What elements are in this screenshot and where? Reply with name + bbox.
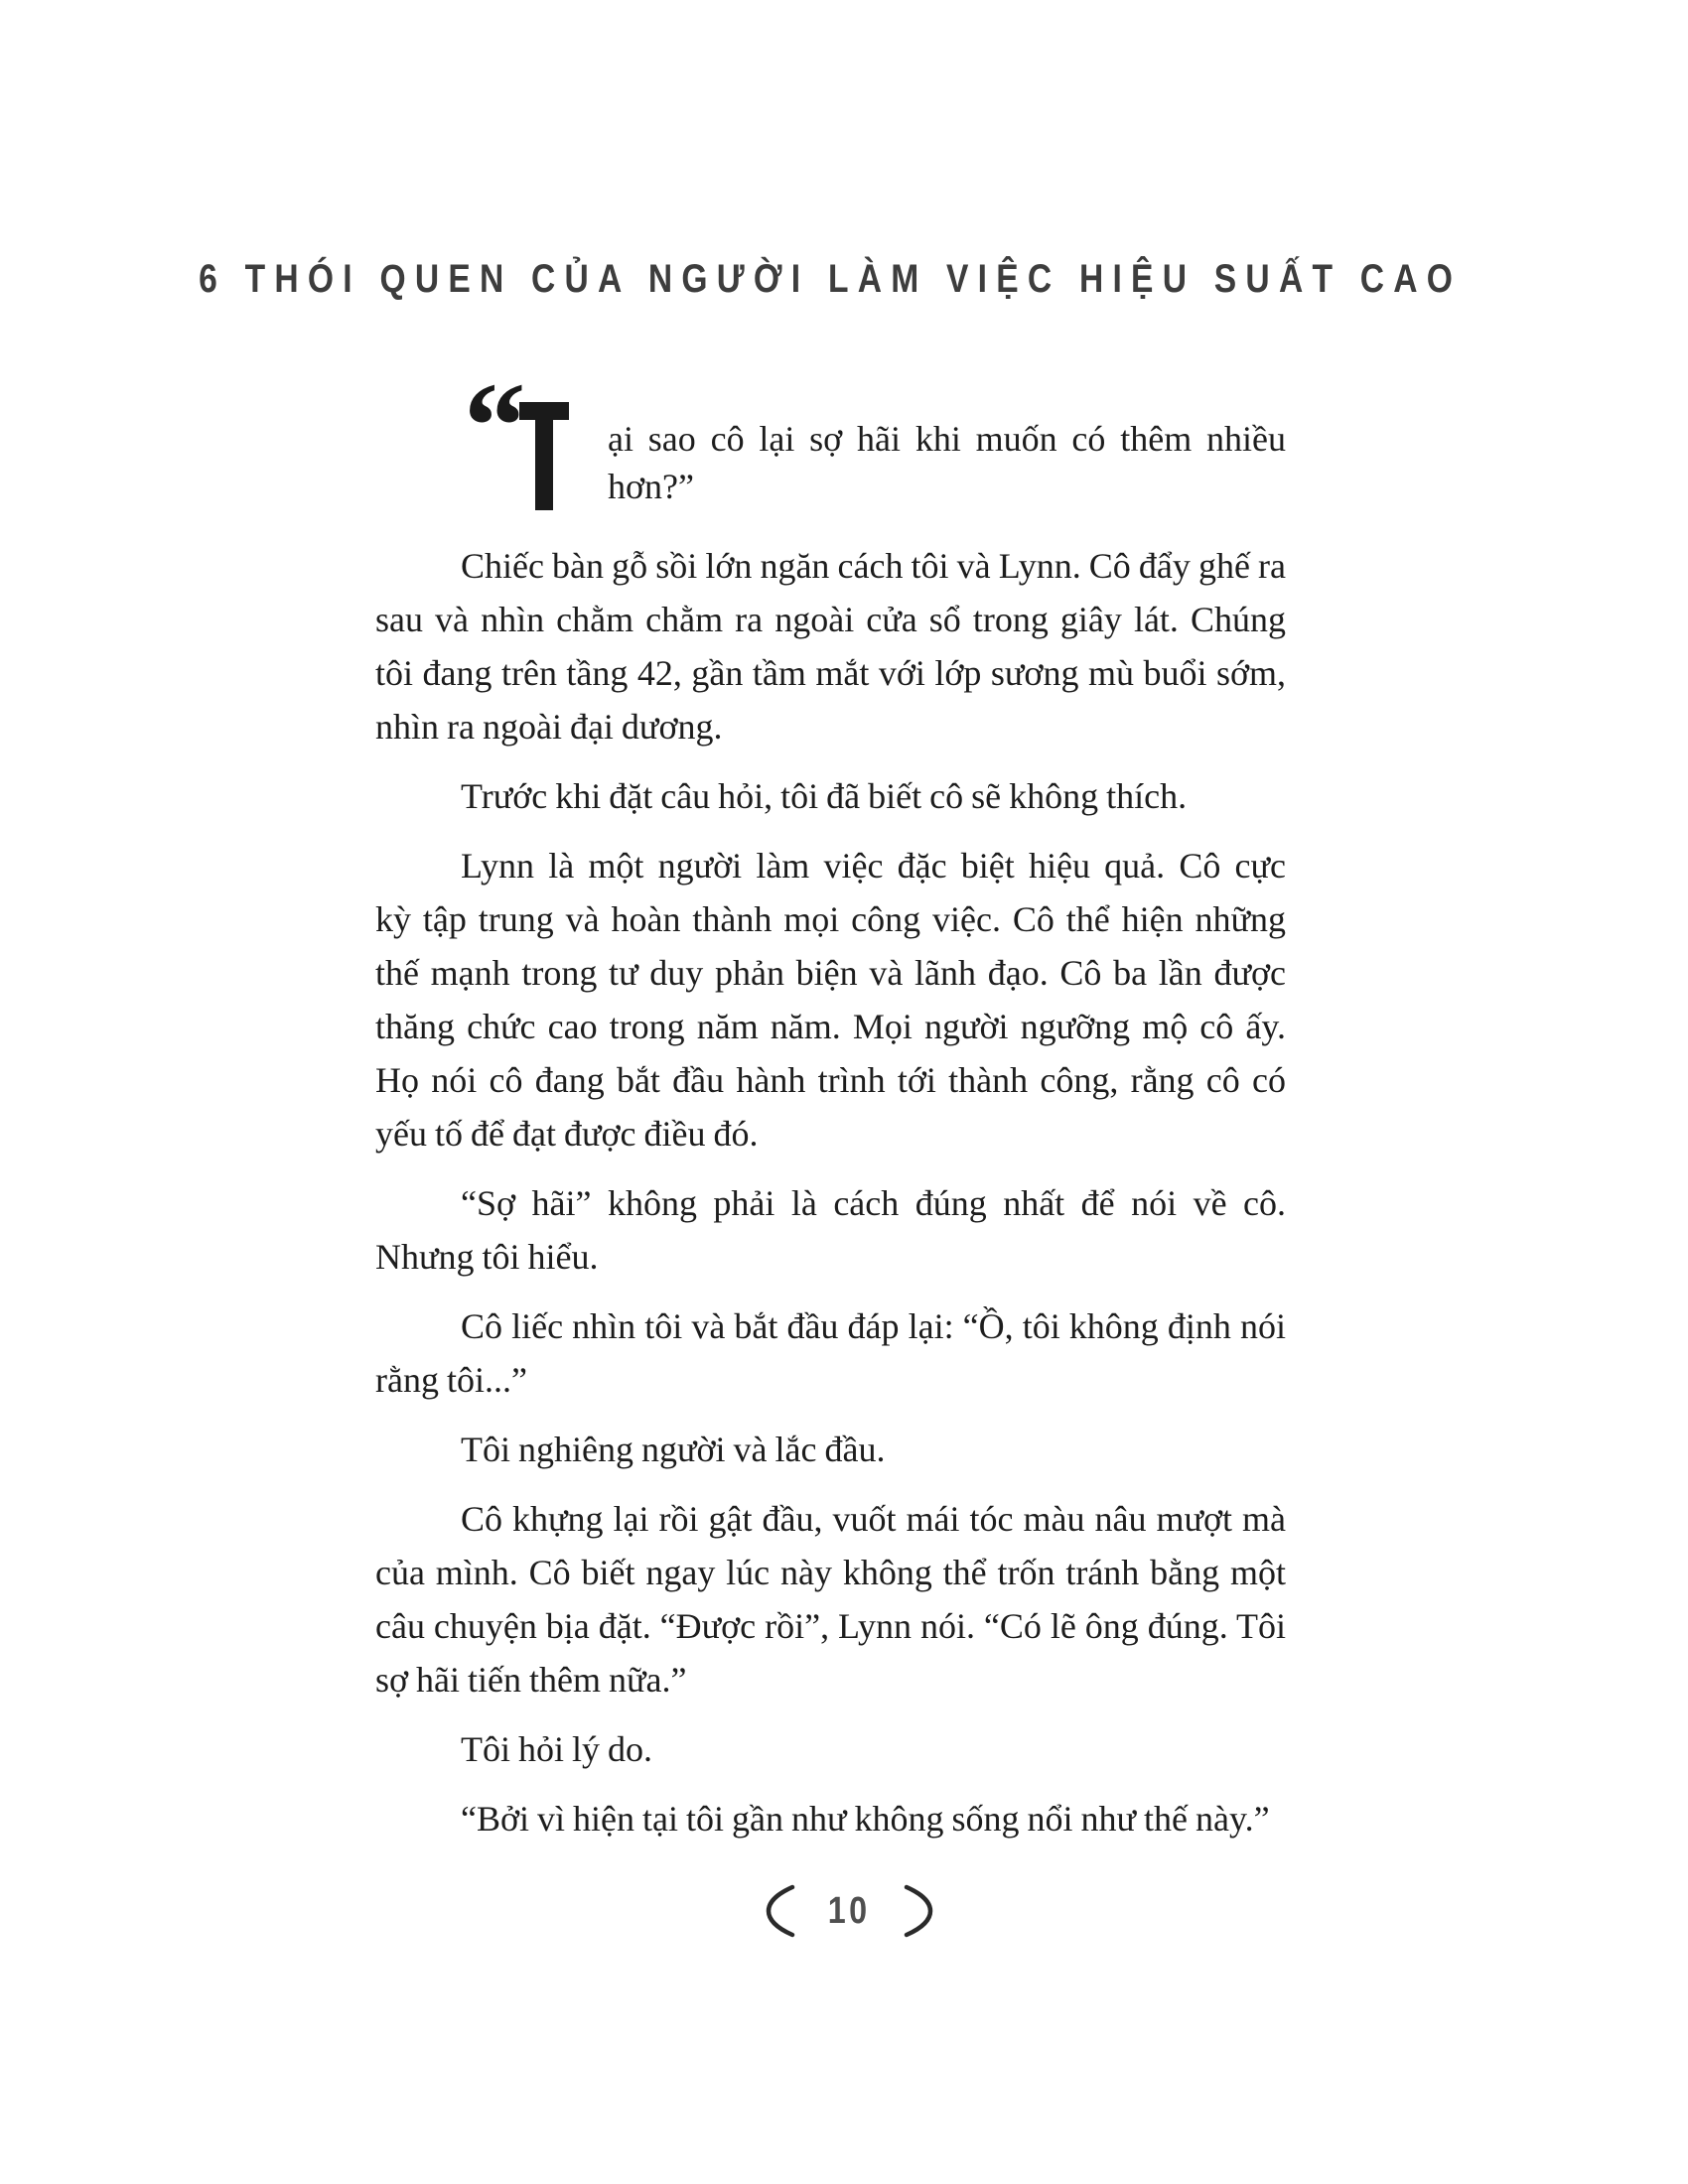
left-arc-ornament-icon	[751, 1881, 798, 1941]
paragraphs	[375, 539, 1286, 1845]
text-line: Lynn là một người làm việc đặc biệt hiệu quả. Cô cực	[461, 846, 1286, 886]
text-line: Trước khi đặt câu hỏi, tôi đã biết cô sẽ không thích.	[461, 776, 1188, 816]
page-number-ornament	[751, 1881, 947, 1941]
text-line: Tôi hỏi lý do.	[461, 1729, 652, 1769]
paragraph	[375, 539, 1286, 753]
text-line: Tôi nghiêng người và lắc đầu.	[461, 1430, 886, 1469]
page-number: 10	[828, 1889, 871, 1932]
paragraph	[375, 1176, 1286, 1284]
paragraph	[375, 839, 1286, 1160]
drop-cap	[464, 358, 608, 510]
right-arc-ornament-icon	[901, 1881, 948, 1941]
text-line: Cô khựng lại rồi gật đầu, vuốt mái tóc màu nâu mượt mà	[461, 1499, 1286, 1539]
text-line: yếu tố để đạt được điều đó.	[375, 1114, 759, 1154]
running-header	[199, 256, 1463, 302]
drop-cap-t-stem	[535, 402, 553, 510]
text-line: thăng chức cao trong năm năm. Mọi người ngưỡng mộ cô ấy.	[375, 1007, 1286, 1046]
drop-cap-letter-T	[519, 402, 569, 510]
paragraph	[375, 769, 1286, 823]
text-line: “Bởi vì hiện tại tôi gần như không sống nổi như thế này.”	[461, 1799, 1270, 1839]
running-header-title: 6 THÓI QUEN CỦA NGƯỜI LÀM VIỆC HIỆU SUẤT CAO	[199, 257, 1463, 301]
text-line: câu chuyện bịa đặt. “Được rồi”, Lynn nói. “Có lẽ ông đúng. Tôi	[375, 1606, 1286, 1646]
page-content	[375, 358, 1286, 1861]
paragraph	[375, 1492, 1286, 1706]
text-line: tôi đang trên tầng 42, gần tầm mắt với lớp sương mù buổi sớm,	[375, 653, 1286, 693]
text-line: của mình. Cô biết ngay lúc này không thể trốn tránh bằng một	[375, 1553, 1286, 1592]
text-line: Họ nói cô đang bắt đầu hành trình tới thành công, rằng cô có	[375, 1060, 1286, 1100]
page-number-footer	[375, 1881, 1286, 1941]
text-line: rằng tôi...”	[375, 1360, 527, 1400]
open-quote-mark: “	[464, 358, 520, 495]
text-line: sau và nhìn chằm chằm ra ngoài cửa sổ trong giây lát. Chúng	[375, 600, 1286, 639]
text-line: “Sợ hãi” không phải là cách đúng nhất để nói về cô.	[461, 1183, 1286, 1223]
text-line: nhìn ra ngoài đại dương.	[375, 707, 723, 747]
text-line: kỳ tập trung và hoàn thành mọi công việc. Cô thể hiện những	[375, 899, 1286, 939]
opening-first-line: ại sao cô lại sợ hãi khi muốn có thêm nhiều hơn?”	[608, 419, 1286, 506]
opening-paragraph	[375, 358, 1286, 510]
text-line: Chiếc bàn gỗ sồi lớn ngăn cách tôi và Lynn. Cô đẩy ghế ra	[461, 546, 1286, 586]
paragraph	[375, 1792, 1286, 1845]
paragraph	[375, 1423, 1286, 1476]
text-line: Nhưng tôi hiểu.	[375, 1237, 599, 1277]
paragraph	[375, 1722, 1286, 1776]
text-line: thế mạnh trong tư duy phản biện và lãnh đạo. Cô ba lần được	[375, 953, 1286, 993]
text-line: sợ hãi tiến thêm nữa.”	[375, 1660, 687, 1700]
text-line: Cô liếc nhìn tôi và bắt đầu đáp lại: “Ồ, tôi không định nói	[461, 1306, 1286, 1346]
paragraph	[375, 1299, 1286, 1407]
